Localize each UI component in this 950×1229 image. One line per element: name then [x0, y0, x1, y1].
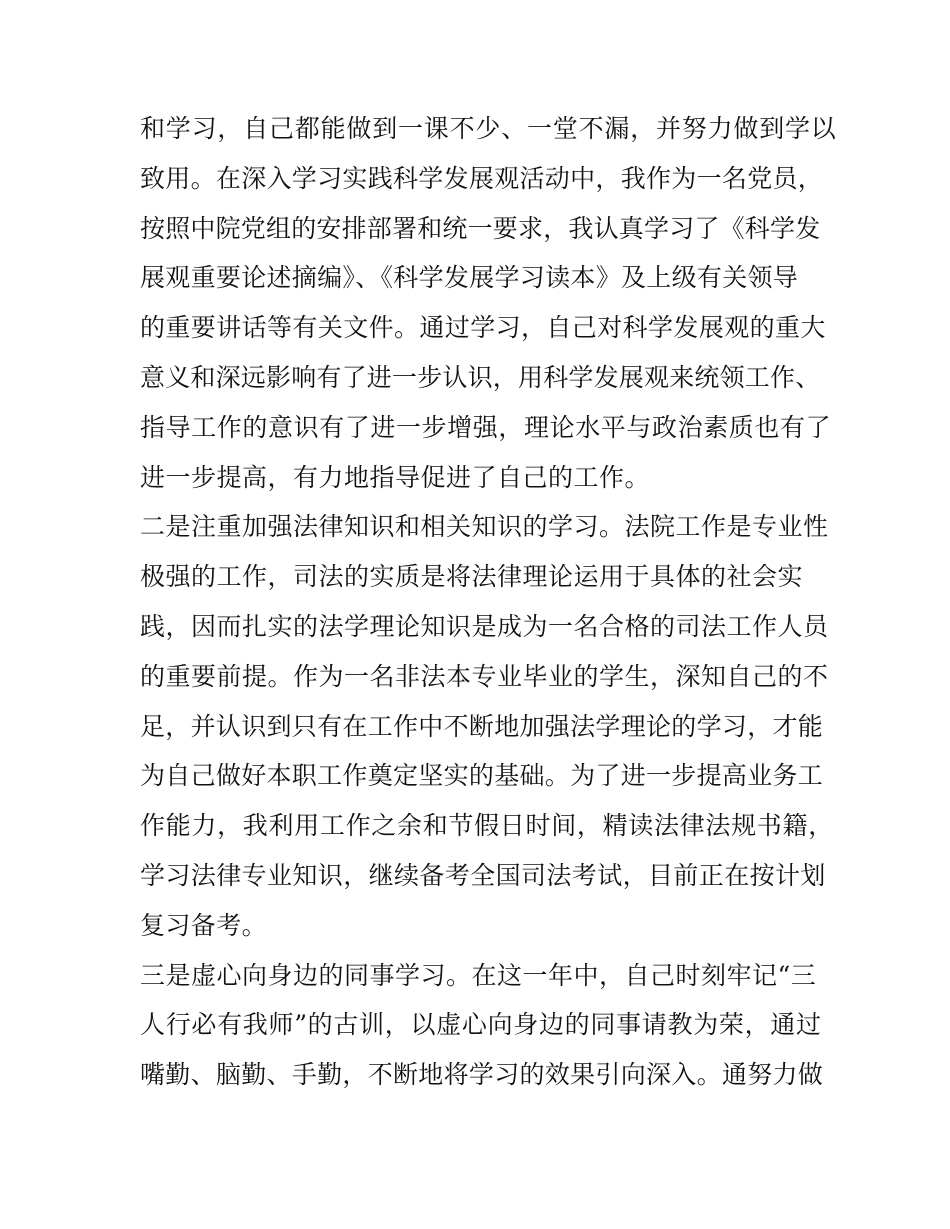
paragraph-start-line: 二是注重加强法律知识和相关知识的学习。法院工作是专业性: [140, 512, 829, 542]
paragraph-start-line: 三是虚心向身边的同事学习。在这一年中，自己时刻牢记“三: [140, 960, 817, 990]
text-line: 足，并认识到只有在工作中不断地加强法学理论的学习，才能: [140, 711, 824, 741]
text-line: 作能力，我利用工作之余和节假日时间，精读法律法规书籍，: [140, 811, 834, 841]
text-line: 为自己做好本职工作奠定坚实的基础。为了进一步提高业务工: [140, 761, 824, 791]
text-line: 指导工作的意识有了进一步增强，理论水平与政治素质也有了: [140, 412, 832, 442]
text-line: 展观重要论述摘编》、《科学发展学习读本》及上级有关领导: [140, 263, 799, 293]
text-line: 致用。在深入学习实践科学发展观活动中，我作为一名党员，: [140, 163, 824, 193]
text-line: 践，因而扎实的法学理论知识是成为一名合格的司法工作人员: [140, 611, 829, 641]
text-line: 和学习，自己都能做到一课不少、一堂不漏，并努力做到学以: [140, 114, 837, 143]
text-line: 进一步提高，有力地指导促进了自己的工作。: [140, 462, 651, 492]
text-line: 的重要前提。作为一名非法本专业毕业的学生，深知自己的不: [140, 661, 829, 691]
body-text: [140, 104, 837, 1100]
text-line: 学习法律专业知识，继续备考全国司法考试，目前正在按计划: [140, 860, 826, 890]
text-line: 人行必有我师”的古训，以虚心向身边的同事请教为荣，通过: [140, 1010, 822, 1040]
text-line: 意义和深远影响有了进一步认识，用科学发展观来统领工作、: [140, 362, 821, 392]
text-line: 嘴勤、脑勤、手勤，不断地将学习的效果引向深入。通努力做: [140, 1060, 824, 1090]
text-line: 复习备考。: [140, 910, 268, 940]
text-line: 极强的工作，司法的实质是将法律理论运用于具体的社会实: [140, 562, 804, 592]
text-line: 按照中院党组的安排部署和统一要求，我认真学习了《科学发: [140, 213, 821, 243]
text-line: 的重要讲话等有关文件。通过学习，自己对科学发展观的重大: [140, 313, 826, 343]
